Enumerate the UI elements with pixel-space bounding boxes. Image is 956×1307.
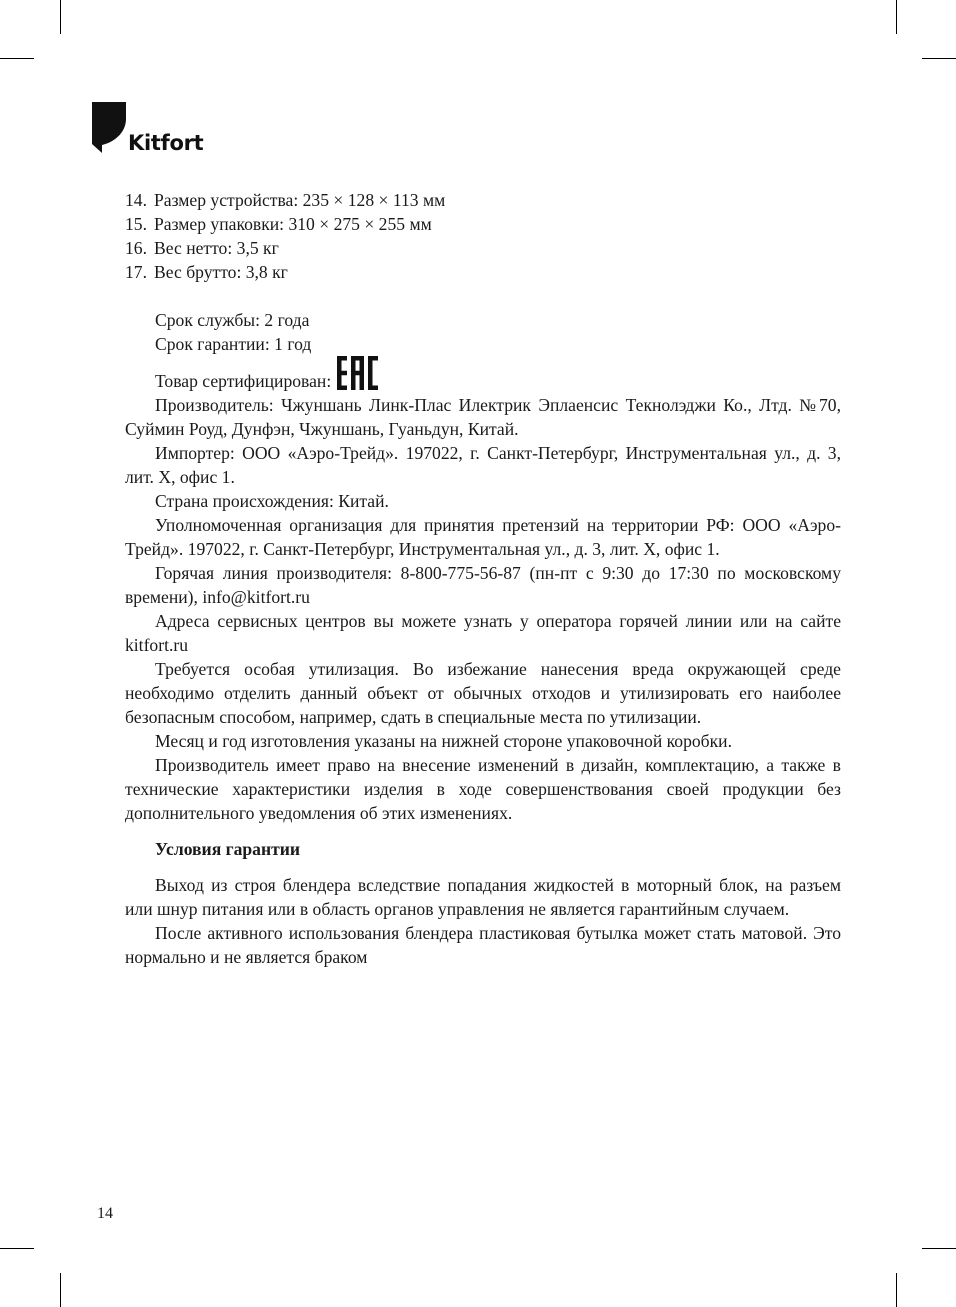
brand-logo: [92, 102, 203, 153]
crop-mark: [922, 58, 956, 59]
spec-item: [125, 212, 841, 236]
service-centers-info: Адреса сервисных центров вы можете узнать у оператора горячей линии или на сайте kitfort.ru: [125, 611, 841, 655]
warranty-terms-paragraph: Выход из строя блендера вследствие попадания жидкостей в моторный блок, на разъем или шнур питания или в область органов управления не является гарантийным случаем.: [125, 875, 841, 919]
crop-mark: [60, 1273, 61, 1307]
crop-mark: [896, 1273, 897, 1307]
spec-item: [125, 260, 841, 284]
spec-number: 17.: [125, 262, 147, 282]
authorized-organization: Уполномоченная организация для принятия претензий на территории РФ: ООО «Аэро-Трейд». 197022, г. Санкт-Петербург, Инструментальная ул., д. 3, лит. Х, офис 1.: [125, 515, 841, 559]
warranty-terms-paragraph: После активного использования блендера пластиковая бутылка может стать матовой. Это нормально и не является браком: [125, 923, 841, 967]
warranty-period: Срок гарантии: 1 год: [155, 334, 312, 354]
crop-mark: [922, 1248, 956, 1249]
brand-wordmark: Kitfort: [128, 131, 204, 155]
eac-mark-icon: [337, 356, 378, 390]
changes-disclaimer: Производитель имеет право на внесение изменений в дизайн, комплектацию, а также в технические характеристики изделия в ходе совершенствования своей продукции без дополнительного уведомления об этих изменениях.: [125, 755, 841, 823]
spec-item: [125, 188, 841, 212]
crop-mark: [896, 0, 897, 34]
country-of-origin: Страна происхождения: Китай.: [155, 491, 389, 511]
crop-mark: [0, 58, 34, 59]
disposal-info: Требуется особая утилизация. Во избежание нанесения вреда окружающей среде необходимо отделить данный объект от обычных отходов и утилизировать его наиболее безопасным способом, например, сдать в специальные места по утилизации.: [125, 659, 841, 727]
crop-mark: [0, 1248, 34, 1249]
spec-text: Размер устройства: 235 × 128 × 113 мм: [154, 190, 446, 210]
importer-info: Импортер: ООО «Аэро-Трейд». 197022, г. Санкт-Петербург, Инструментальная ул., д. 3, лит. Х, офис 1.: [125, 443, 841, 487]
manufacturer-info: Производитель: Чжуншань Линк-Плас Илектрик Эплаенсис Текнолэджи Ко., Лтд. №70, Суймин Роуд, Дунфэн, Чжуншань, Гуаньдун, Китай.: [125, 395, 841, 439]
spec-text: Вес брутто: 3,8 кг: [154, 262, 288, 282]
document-body: [125, 188, 841, 969]
certification-line: [125, 356, 841, 393]
spec-text: Вес нетто: 3,5 кг: [154, 238, 279, 258]
spec-number: 15.: [125, 214, 147, 234]
spec-item: [125, 236, 841, 260]
certification-label: Товар сертифицирован:: [155, 371, 332, 391]
specification-list: [125, 188, 841, 284]
manufacture-date-info: Месяц и год изготовления указаны на нижней стороне упаковочной коробки.: [155, 731, 732, 751]
kitfort-logo-icon: [92, 102, 126, 153]
warranty-terms-heading: Условия гарантии: [155, 839, 301, 859]
hotline-info: Горячая линия производителя: 8-800-775-56-87 (пн-пт с 9:30 до 17:30 по московскому времени), info@kitfort.ru: [125, 563, 841, 607]
spec-number: 14.: [125, 190, 147, 210]
spec-text: Размер упаковки: 310 × 275 × 255 мм: [154, 214, 432, 234]
page-number: 14: [97, 1205, 113, 1222]
spec-number: 16.: [125, 238, 147, 258]
crop-mark: [60, 0, 61, 34]
service-life: Срок службы: 2 года: [155, 310, 310, 330]
